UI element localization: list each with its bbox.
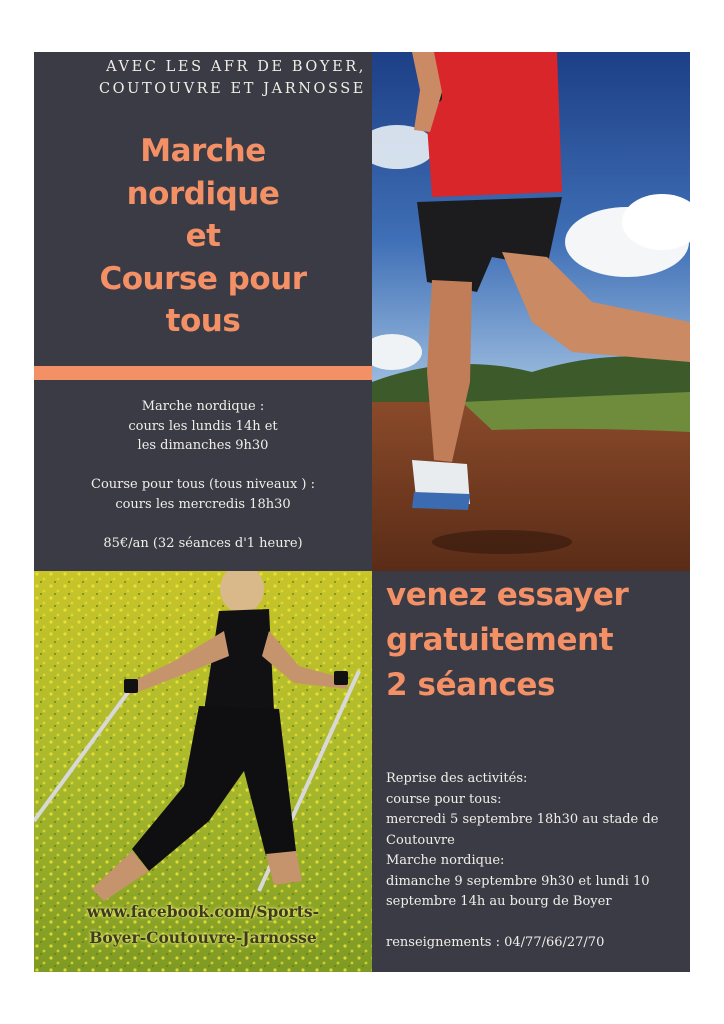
schedule <box>34 397 372 553</box>
offer-line-2: gratuitement <box>386 622 614 658</box>
organizer <box>34 56 366 100</box>
schedule-line-4: Course pour tous (tous niveaux ) : <box>91 477 315 492</box>
accent-stripe <box>34 366 372 380</box>
facebook-line-1: www.facebook.com/Sports- <box>86 902 320 921</box>
offer-line-1: venez essayer <box>386 577 629 613</box>
organizer-line-1: AVEC LES AFR DE BOYER, <box>106 59 366 75</box>
organizer-line-2: COUTOUVRE ET JARNOSSE <box>98 81 366 97</box>
schedule-line-5: cours les mercredis 18h30 <box>115 496 291 512</box>
runner-photo <box>372 52 690 571</box>
info-line-2: course pour tous: <box>386 791 502 807</box>
offer-line-3: 2 séances <box>386 667 556 703</box>
title-line-2: nordique <box>126 175 280 212</box>
activity-info <box>386 769 686 954</box>
title-line-5: tous <box>165 303 241 339</box>
contact-phone: renseignements : 04/77/66/27/70 <box>386 935 605 950</box>
info-line-4: Coutouvre <box>386 832 455 848</box>
intro-panel <box>34 52 372 571</box>
info-line-5: Marche nordique: <box>386 853 505 868</box>
schedule-line-2: cours les lundis 14h et <box>128 418 278 434</box>
title-line-1: Marche <box>140 133 266 169</box>
facebook-line-2: Boyer-Coutouvre-Jarnosse <box>89 928 317 947</box>
schedule-line-1: Marche nordique : <box>141 399 265 414</box>
title-line-3: et <box>185 218 221 254</box>
walker-photo <box>34 571 372 972</box>
facebook-link[interactable] <box>34 899 372 951</box>
info-line-1: Reprise des activités: <box>386 771 528 786</box>
price: 85€/an (32 séances d'1 heure) <box>103 535 303 551</box>
flyer-title <box>84 130 322 343</box>
info-line-3: mercredi 5 septembre 18h30 au stade de <box>386 812 659 827</box>
info-line-7: septembre 14h au bourg de Boyer <box>386 894 612 909</box>
info-line-6: dimanche 9 septembre 9h30 et lundi 10 <box>386 873 650 889</box>
info-panel <box>372 571 690 972</box>
offer-headline <box>386 573 686 708</box>
schedule-line-3: les dimanches 9h30 <box>137 438 269 453</box>
title-line-4: Course pour <box>99 260 307 297</box>
runner-image-icon <box>372 52 690 571</box>
